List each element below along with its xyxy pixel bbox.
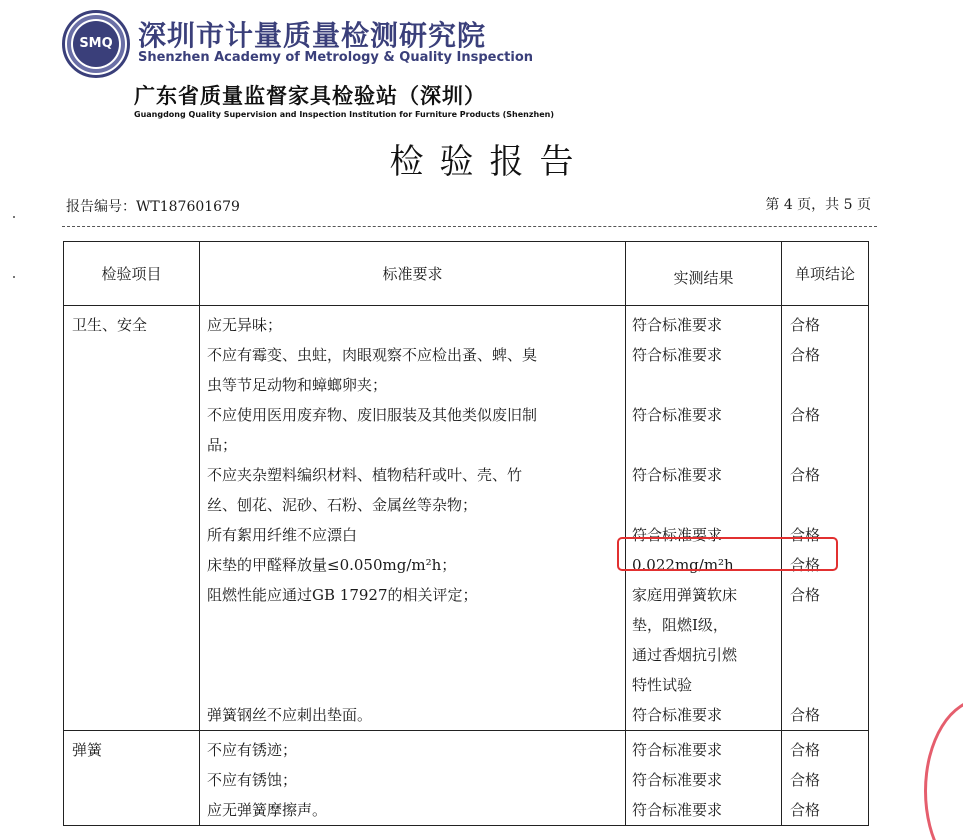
requirement-cell (200, 731, 626, 826)
conclusion-line: 合格 (790, 526, 821, 544)
table-row (64, 306, 869, 731)
result-line: 符合标准要求 (632, 741, 723, 759)
margin-dot (13, 216, 15, 218)
header-divider (62, 226, 877, 227)
requirement-line: 床垫的甲醛释放量≤0.050mg/m²h； (207, 556, 457, 574)
result-cell (626, 731, 782, 826)
item-cell (64, 306, 200, 731)
inspection-table (63, 241, 869, 826)
station-name-en: Guangdong Quality Supervision and Inspection Institution for Furniture Products (Shenzhen) (134, 110, 554, 119)
red-seal-fragment (916, 690, 963, 840)
result-line: 符合标准要求 (632, 526, 723, 544)
result-line: 符合标准要求 (632, 771, 723, 789)
item-name: 卫生、安全 (72, 316, 148, 334)
requirement-line: 所有絮用纤维不应漂白 (207, 526, 358, 544)
conclusion-line: 合格 (790, 556, 821, 574)
header-requirement: 标准要求 (200, 242, 626, 306)
requirement-line: 不应夹杂塑料编织材料、植物秸秆或叶、壳、竹 (207, 466, 523, 484)
conclusion-line: 合格 (790, 346, 821, 364)
requirement-line: 应无异味； (207, 316, 283, 334)
conclusion-cell (782, 731, 869, 826)
smq-logo (62, 10, 130, 78)
result-line: 0.022mg/m²h (632, 556, 734, 574)
highlight-box (617, 537, 838, 571)
report-number: 报告编号：WT187601679 (66, 199, 240, 215)
org-name-cn: 深圳市计量质量检测研究院 (138, 19, 487, 52)
table-header-row (64, 242, 869, 306)
result-line: 符合标准要求 (632, 406, 723, 424)
conclusion-line: 合格 (790, 706, 821, 724)
logo-text: SMQ (79, 36, 113, 51)
result-line: 垫，阻燃Ⅰ级， (632, 616, 728, 634)
result-cell (626, 306, 782, 731)
conclusion-line: 合格 (790, 741, 821, 759)
requirement-line: 应无弹簧摩擦声。 (207, 801, 328, 819)
conclusion-cell (782, 306, 869, 731)
requirement-line: 不应有锈蚀； (207, 771, 298, 789)
conclusion-line: 合格 (790, 771, 821, 789)
requirement-line: 不应使用医用废弃物、废旧服装及其他类似废旧制 (207, 406, 538, 424)
requirement-cell (200, 306, 626, 731)
result-line: 特性试验 (632, 676, 693, 694)
requirement-line: 阻燃性能应通过GB 17927的相关评定； (207, 586, 478, 604)
report-title: 检验报告 (389, 142, 590, 182)
requirement-line: 不应有锈迹； (207, 741, 298, 759)
header-conclusion: 单项结论 (782, 242, 869, 306)
table-row (64, 731, 869, 826)
conclusion-line: 合格 (790, 586, 821, 604)
requirement-line: 弹簧钢丝不应刺出垫面。 (207, 706, 373, 724)
result-line: 符合标准要求 (632, 316, 723, 334)
result-line: 家庭用弹簧软床 (632, 586, 738, 604)
result-line: 通过香烟抗引燃 (632, 646, 738, 664)
header-result: 实测结果 (626, 242, 782, 306)
conclusion-line: 合格 (790, 316, 821, 334)
org-name-en: Shenzhen Academy of Metrology & Quality Inspection (138, 50, 534, 65)
requirement-line: 虫等节足动物和蟑螂卵夹； (207, 376, 388, 394)
result-line: 符合标准要求 (632, 466, 723, 484)
seal-arc (924, 698, 963, 840)
item-name: 弹簧 (72, 741, 103, 759)
header-item: 检验项目 (64, 242, 200, 306)
result-line: 符合标准要求 (632, 346, 723, 364)
item-cell (64, 731, 200, 826)
result-line: 符合标准要求 (632, 801, 723, 819)
requirement-line: 丝、刨花、泥砂、石粉、金属丝等杂物； (207, 496, 478, 514)
conclusion-line: 合格 (790, 466, 821, 484)
conclusion-line: 合格 (790, 801, 821, 819)
requirement-line: 品； (207, 436, 238, 454)
page-number: 第 4 页，共 5 页 (765, 197, 871, 213)
result-line: 符合标准要求 (632, 706, 723, 724)
margin-dot (13, 276, 15, 278)
requirement-line: 不应有霉变、虫蛀，肉眼观察不应检出蚤、蜱、臭 (207, 346, 538, 364)
conclusion-line: 合格 (790, 406, 821, 424)
station-name-cn: 广东省质量监督家具检验站（深圳） (134, 84, 486, 108)
